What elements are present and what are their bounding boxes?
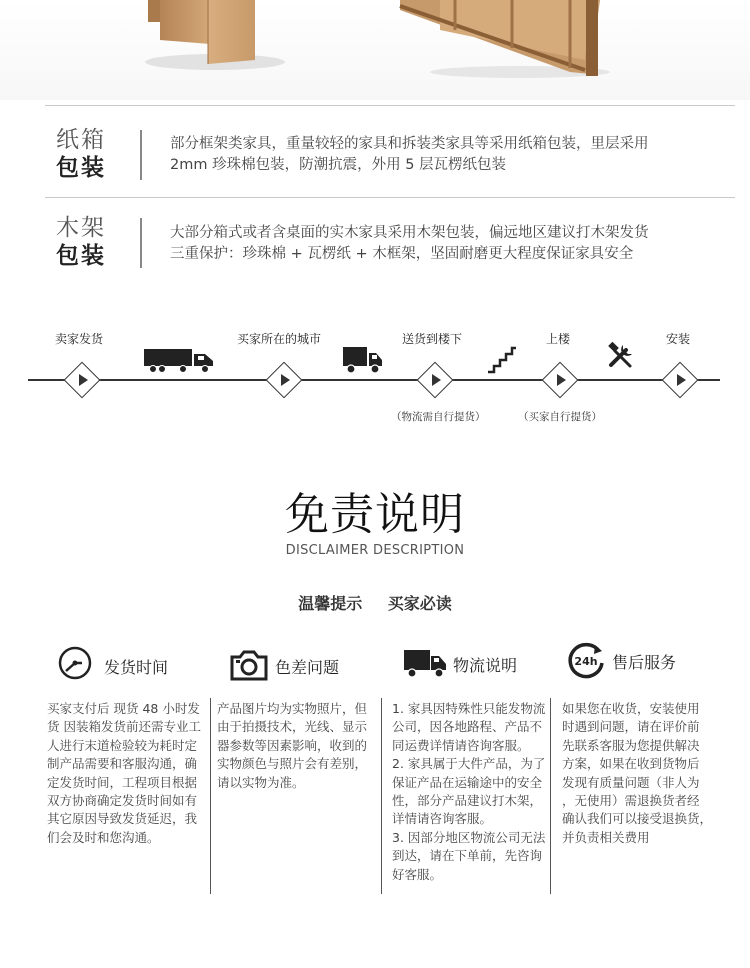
tools-icon <box>606 341 636 371</box>
color-difference-text: 产品图片均为实物照片，但 由于拍摄技术，光线、显示 器参数等因素影响，收到的 实物颜色与照片会有差别， 请以实物为准。 <box>217 701 368 790</box>
vertical-bar <box>140 130 142 180</box>
tip-warm-reminder: 温馨提示 <box>298 594 363 613</box>
divider <box>45 197 735 198</box>
step-install: 安装 <box>666 332 691 346</box>
column-divider <box>381 698 382 894</box>
play-icon <box>677 374 686 386</box>
divider <box>45 105 735 106</box>
stairs-icon <box>486 346 518 374</box>
step-upstairs: 上楼 <box>546 332 571 346</box>
tips-heading <box>0 591 750 614</box>
column-divider <box>210 698 211 894</box>
step-deliver-downstairs: 送货到楼下 <box>402 332 463 346</box>
camera-icon <box>229 646 269 686</box>
carton-packaging-title: 纸箱 包装 <box>56 127 106 181</box>
step-buyer-city: 买家所在的城市 <box>237 332 322 346</box>
disclaimer-title: 免责说明 <box>285 489 465 540</box>
note-buyer-pickup: （买家自行提货） <box>518 411 602 423</box>
tip-buyer-must-read: 买家必读 <box>387 594 452 613</box>
disclaimer-subtitle: DISCLAIMER DESCRIPTION <box>285 543 465 558</box>
flow-line <box>28 379 720 381</box>
step-seller-ships: 卖家发货 <box>55 332 104 346</box>
logistics-text: 1. 家具因特殊性只能发物流 公司，因各地路程、产品不 同运费详情请咨询客服。 2. 家具属于大件产品，为了 保证产品在运输途中的安全 性，部分产品建议打木架， 详情请咨询客服。 3. 因部分地区物流公司无法 到达，请在下单前，先咨询 好客服。 <box>392 701 546 882</box>
column-heading-shipping-time: 发货时间 <box>58 646 168 686</box>
play-icon <box>557 374 566 386</box>
vertical-bar <box>140 218 142 268</box>
wooden-crate-packaging-desc: 大部分箱式或者含桌面的实木家具采用木架包装，偏远地区建议打木架发货 三重保护：珍珠棉 + 瓦楞纸 + 木框架，坚固耐磨更大程度保证家具安全 <box>170 225 649 262</box>
wooden-crate-packaging-title: 木架 包装 <box>56 215 106 269</box>
play-icon <box>281 374 290 386</box>
packaging-photo <box>0 0 750 100</box>
play-icon <box>79 374 88 386</box>
column-heading-after-sales: 24h 售后服务 <box>566 641 676 681</box>
column-divider <box>550 698 551 894</box>
shipping-time-text: 买家支付后 现货 48 小时发 货 因装箱发货前还需专业工 人进行末道检验较为耗时定 制产品需要和客服沟通，确 定发货时间，工程项目根据 双方协商确定发货时间如有 其它原因导致发货延迟，我 们会及时和您沟通。 <box>47 701 201 845</box>
after-sales-text: 如果您在收货，安装使用 时遇到问题，请在评价前 先联系客服为您提供解决 方案，如果在收到货物后 发现有质量问题（非人为 ，无使用）需退换货者经 确认我们可以接受退换货， 并负责相关费用 <box>562 701 713 845</box>
truck-icon <box>403 644 447 684</box>
big-truck-icon <box>143 346 215 374</box>
small-truck-icon <box>342 345 384 375</box>
carton-packaging-desc: 部分框架类家具，重量较轻的家具和拆装类家具等采用纸箱包装，里层采用 2mm 珍珠棉包装，防潮抗震，外用 5 层瓦楞纸包装 <box>170 136 649 173</box>
column-heading-color-difference: 色差问题 <box>229 646 339 686</box>
svg-text:24h: 24h <box>574 655 598 668</box>
note-logistics-pickup: （物流需自行提货） <box>391 411 486 423</box>
column-heading-logistics: 物流说明 <box>403 644 517 684</box>
24h-service-icon <box>566 641 606 681</box>
play-icon <box>432 374 441 386</box>
clock-icon <box>58 646 98 686</box>
